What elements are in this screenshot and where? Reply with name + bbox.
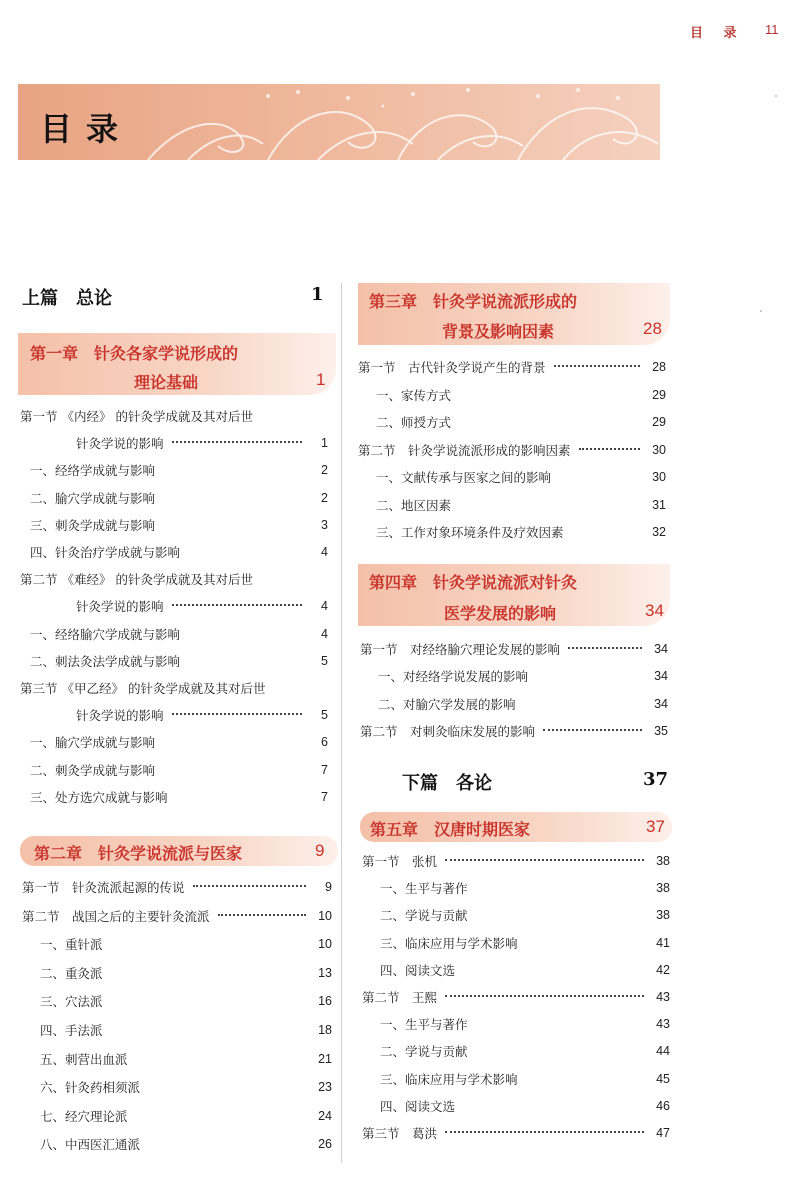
toc-entry-page: 34 bbox=[654, 642, 668, 656]
toc-entry-page: 30 bbox=[652, 470, 666, 484]
toc-entry-label: 三、穴法派 bbox=[40, 994, 103, 1010]
toc-title: 目录 bbox=[40, 110, 133, 148]
toc-entry-label: 四、手法派 bbox=[40, 1023, 103, 1038]
toc-entry-label: 二、刺法灸法学成就与影响 bbox=[30, 653, 181, 669]
toc-entry-label: 四、阅读文选 bbox=[380, 962, 456, 978]
toc-entry[interactable] bbox=[358, 357, 666, 377]
running-header-title: 目 录 bbox=[690, 26, 745, 41]
toc-entry[interactable] bbox=[380, 905, 670, 925]
toc-entry-label: 针灸学说的影响 bbox=[76, 708, 164, 724]
chapter-2-page: 9 bbox=[315, 841, 325, 860]
toc-entry[interactable] bbox=[40, 1106, 332, 1126]
toc-entry[interactable] bbox=[376, 495, 666, 515]
toc-entry-page: 2 bbox=[321, 490, 328, 505]
toc-entry-page: 24 bbox=[318, 1108, 332, 1123]
toc-entry-page: 23 bbox=[318, 1080, 332, 1095]
toc-entry-label: 一、生平与著作 bbox=[380, 881, 468, 897]
dot-leader bbox=[172, 604, 302, 606]
toc-entry-page: 1 bbox=[321, 436, 328, 451]
toc-entry[interactable] bbox=[362, 987, 670, 1007]
toc-entry-label: 三、处方选穴成就与影响 bbox=[30, 789, 168, 805]
toc-entry-page: 4 bbox=[321, 626, 328, 641]
part-page-lower: 37 bbox=[643, 769, 669, 790]
toc-entry-label: 一、经络腧穴学成就与影响 bbox=[30, 626, 181, 642]
toc-entry-label: 二、腧穴学成就与影响 bbox=[30, 490, 156, 506]
toc-entry-page: 45 bbox=[656, 1071, 670, 1086]
toc-entry-label: 二、地区因素 bbox=[376, 497, 452, 513]
chapter-5-title: 第五章 汉唐时期医家 bbox=[370, 820, 531, 839]
toc-entry[interactable] bbox=[30, 460, 328, 480]
toc-entry[interactable] bbox=[22, 877, 332, 897]
toc-entry-label: 三、临床应用与学术影响 bbox=[380, 1071, 518, 1087]
toc-entry[interactable] bbox=[30, 542, 328, 562]
toc-entry-label: 四、阅读文选 bbox=[380, 1098, 456, 1114]
toc-entry-page: 6 bbox=[321, 735, 328, 750]
toc-entry[interactable] bbox=[20, 678, 328, 698]
toc-entry-label: 第一节 古代针灸学说产生的背景 bbox=[358, 360, 546, 375]
toc-entry-label: 八、中西医汇通派 bbox=[40, 1137, 141, 1153]
toc-entry[interactable] bbox=[376, 467, 666, 487]
toc-entry-label: 三、临床应用与学术影响 bbox=[380, 935, 518, 951]
toc-entry-label: 二、对腧穴学发展的影响 bbox=[378, 696, 516, 712]
toc-entry[interactable] bbox=[22, 906, 332, 926]
toc-entry-label: 一、文献传承与医家之间的影响 bbox=[376, 470, 552, 485]
toc-entry-page: 4 bbox=[321, 599, 328, 614]
dot-leader bbox=[554, 365, 640, 367]
chapter-1-title-line1: 第一章 针灸各家学说形成的 bbox=[30, 344, 239, 363]
chapter-1-page: 1 bbox=[316, 370, 326, 389]
toc-entry[interactable] bbox=[40, 1049, 332, 1069]
toc-entry-page: 42 bbox=[656, 962, 670, 977]
dot-leader bbox=[543, 729, 642, 731]
toc-entry-page: 31 bbox=[652, 497, 666, 512]
chapter-3-title-line2: 背景及影响因素 bbox=[442, 322, 555, 341]
toc-entry-label: 第一节 张机 bbox=[362, 854, 438, 869]
toc-entry-page: 26 bbox=[318, 1137, 332, 1152]
toc-entry[interactable] bbox=[380, 960, 670, 980]
toc-entry[interactable] bbox=[362, 1123, 670, 1143]
toc-entry-page: 38 bbox=[656, 908, 670, 923]
toc-entry-label: 二、重灸派 bbox=[40, 965, 103, 981]
toc-entry-page: 30 bbox=[652, 442, 666, 457]
dot-leader bbox=[445, 995, 644, 997]
toc-entry-page: 4 bbox=[321, 545, 328, 559]
toc-entry-label: 第三节 葛洪 bbox=[362, 1126, 438, 1141]
toc-entry[interactable] bbox=[376, 412, 666, 432]
dot-leader bbox=[172, 441, 302, 443]
toc-entry-page: 44 bbox=[656, 1044, 670, 1059]
toc-entry[interactable] bbox=[380, 1014, 670, 1034]
toc-entry[interactable] bbox=[380, 1096, 670, 1116]
toc-entry-page: 21 bbox=[318, 1051, 332, 1066]
toc-entry-page: 43 bbox=[656, 1017, 670, 1032]
toc-entry-label: 一、家传方式 bbox=[376, 387, 452, 403]
toc-entry-page: 38 bbox=[656, 881, 670, 896]
toc-entry-page: 7 bbox=[321, 762, 328, 777]
part-page-upper: 1 bbox=[311, 284, 324, 305]
dot-leader bbox=[568, 647, 642, 649]
chapter-2-title: 第二章 针灸学说流派与医家 bbox=[34, 844, 243, 863]
toc-entry[interactable] bbox=[20, 406, 328, 426]
dot-leader bbox=[218, 914, 306, 916]
dot-leader bbox=[579, 448, 640, 450]
toc-entry-label: 六、针灸药相须派 bbox=[40, 1080, 141, 1096]
toc-entry[interactable] bbox=[376, 385, 666, 405]
paper-speck bbox=[760, 310, 762, 312]
toc-entry[interactable] bbox=[378, 694, 668, 714]
chapter-1-title-line2: 理论基础 bbox=[134, 373, 199, 392]
toc-entry-page: 41 bbox=[656, 935, 670, 950]
chapter-5-page: 37 bbox=[646, 817, 665, 836]
toc-entry-label: 二、师授方式 bbox=[376, 415, 452, 430]
toc-entry-page: 16 bbox=[318, 994, 332, 1009]
dot-leader bbox=[172, 713, 302, 715]
chapter-4-page: 34 bbox=[645, 601, 664, 620]
column-divider bbox=[341, 283, 342, 1163]
toc-entry-label: 针灸学说的影响 bbox=[76, 436, 164, 452]
toc-entry-label: 第三节 《甲乙经》 的针灸学成就及其对后世 bbox=[20, 681, 266, 696]
toc-entry-page: 3 bbox=[321, 517, 328, 532]
toc-entry[interactable] bbox=[380, 1041, 670, 1061]
toc-entry[interactable] bbox=[376, 522, 666, 542]
toc-entry[interactable] bbox=[380, 878, 670, 898]
toc-entry-label: 三、刺灸学成就与影响 bbox=[30, 517, 156, 533]
toc-entry-page: 10 bbox=[318, 908, 332, 923]
dot-leader bbox=[193, 885, 306, 887]
toc-entry-page: 13 bbox=[318, 965, 332, 980]
toc-entry[interactable] bbox=[30, 787, 328, 807]
toc-entry-label: 四、针灸治疗学成就与影响 bbox=[30, 545, 181, 560]
toc-entry-label: 一、生平与著作 bbox=[380, 1017, 468, 1033]
toc-entry-label: 七、经穴理论派 bbox=[40, 1108, 128, 1124]
page-number: 11 bbox=[765, 22, 779, 37]
toc-entry[interactable] bbox=[40, 1020, 332, 1040]
toc-entry[interactable] bbox=[40, 963, 332, 983]
toc-entry-label: 二、学说与贡献 bbox=[380, 908, 468, 924]
toc-entry-page: 43 bbox=[656, 990, 670, 1004]
toc-entry-page: 18 bbox=[318, 1023, 332, 1037]
toc-entry[interactable] bbox=[30, 515, 328, 535]
toc-entry-label: 第一节 针灸流派起源的传说 bbox=[22, 880, 185, 895]
toc-entry-page: 28 bbox=[652, 360, 666, 374]
toc-entry[interactable] bbox=[360, 639, 668, 659]
toc-entry-label: 第二节 针灸学说流派形成的影响因素 bbox=[358, 442, 571, 458]
toc-entry-page: 35 bbox=[654, 723, 668, 738]
toc-entry-page: 29 bbox=[652, 415, 666, 429]
toc-entry[interactable] bbox=[30, 488, 328, 508]
toc-entry[interactable] bbox=[40, 991, 332, 1011]
toc-entry-page: 34 bbox=[654, 669, 668, 684]
toc-entry[interactable] bbox=[76, 596, 328, 616]
toc-entry-page: 32 bbox=[652, 525, 666, 539]
toc-entry[interactable] bbox=[380, 933, 670, 953]
toc-entry-page: 47 bbox=[656, 1126, 670, 1140]
toc-entry-page: 5 bbox=[321, 653, 328, 668]
toc-entry-label: 针灸学说的影响 bbox=[76, 599, 164, 615]
toc-entry-page: 9 bbox=[325, 880, 332, 894]
paper-speck bbox=[775, 95, 777, 97]
toc-entry-page: 7 bbox=[321, 789, 328, 804]
dot-leader bbox=[445, 859, 644, 861]
toc-entry-page: 10 bbox=[318, 937, 332, 952]
toc-entry-label: 第一节 《内经》 的针灸学成就及其对后世 bbox=[20, 409, 253, 424]
toc-entry-page: 34 bbox=[654, 696, 668, 711]
toc-entry-label: 一、重针派 bbox=[40, 937, 103, 953]
chapter-4-title-line1: 第四章 针灸学说流派对针灸 bbox=[369, 573, 578, 592]
toc-entry[interactable] bbox=[20, 569, 328, 589]
toc-entry[interactable] bbox=[76, 433, 328, 453]
toc-entry[interactable] bbox=[30, 760, 328, 780]
toc-entry-label: 一、腧穴学成就与影响 bbox=[30, 735, 156, 751]
chapter-4-title-line2: 医学发展的影响 bbox=[444, 604, 557, 623]
toc-entry-label: 第二节 王熙 bbox=[362, 990, 438, 1005]
toc-entry[interactable] bbox=[362, 851, 670, 871]
toc-entry-label: 第一节 对经络腧穴理论发展的影响 bbox=[360, 642, 561, 657]
toc-entry[interactable] bbox=[360, 721, 668, 741]
toc-entry-label: 第二节 对刺灸临床发展的影响 bbox=[360, 723, 536, 739]
toc-entry-page: 2 bbox=[321, 463, 328, 478]
dot-leader bbox=[445, 1131, 644, 1133]
toc-entry-label: 二、学说与贡献 bbox=[380, 1044, 468, 1060]
toc-entry-page: 38 bbox=[656, 854, 670, 868]
toc-entry-label: 二、刺灸学成就与影响 bbox=[30, 762, 156, 778]
toc-entry-page: 29 bbox=[652, 387, 666, 402]
chapter-3-title-line1: 第三章 针灸学说流派形成的 bbox=[369, 292, 578, 311]
toc-entry[interactable] bbox=[378, 666, 668, 686]
part-title-lower: 下篇 各论 bbox=[402, 773, 492, 794]
toc-entry-label: 三、工作对象环境条件及疗效因素 bbox=[376, 525, 564, 540]
toc-entry[interactable] bbox=[30, 651, 328, 671]
toc-entry-label: 一、经络学成就与影响 bbox=[30, 463, 156, 479]
chapter-3-page: 28 bbox=[643, 319, 662, 338]
toc-entry[interactable] bbox=[30, 624, 328, 644]
part-title-upper: 上篇 总论 bbox=[22, 288, 112, 309]
toc-entry[interactable] bbox=[358, 440, 666, 460]
toc-entry[interactable] bbox=[76, 705, 328, 725]
toc-entry-label: 一、对经络学说发展的影响 bbox=[378, 669, 529, 685]
toc-entry[interactable] bbox=[40, 1134, 332, 1154]
toc-entry[interactable] bbox=[40, 1077, 332, 1097]
toc-entry-label: 第二节 战国之后的主要针灸流派 bbox=[22, 908, 210, 924]
toc-entry-label: 第二节 《难经》 的针灸学成就及其对后世 bbox=[20, 572, 253, 588]
toc-entry[interactable] bbox=[40, 934, 332, 954]
toc-entry-page: 46 bbox=[656, 1098, 670, 1113]
toc-entry[interactable] bbox=[380, 1069, 670, 1089]
toc-entry[interactable] bbox=[30, 732, 328, 752]
toc-entry-label: 五、刺营出血派 bbox=[40, 1051, 128, 1067]
toc-entry-page: 5 bbox=[321, 708, 328, 723]
